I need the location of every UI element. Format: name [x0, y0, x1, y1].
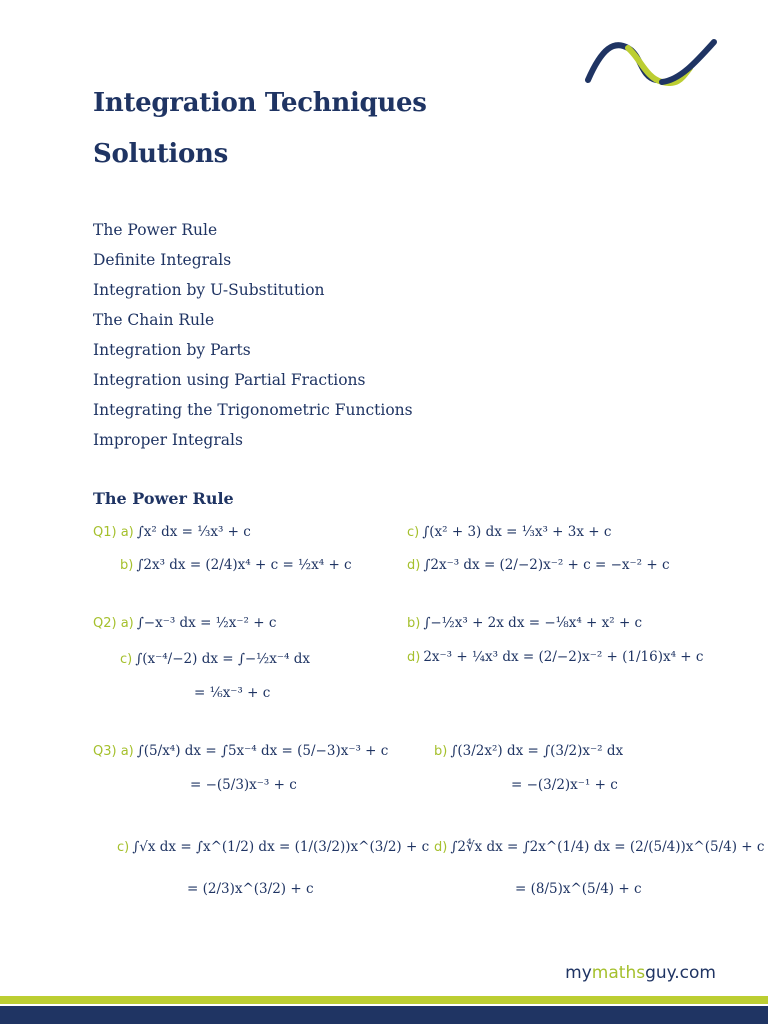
footer-accent-bar: [0, 996, 768, 1004]
question-label: Q1) a): [93, 525, 134, 540]
equation-text: ∫(x⁻⁴/−2) dx = ∫−½x⁻⁴ dx: [135, 651, 310, 667]
question-label: c): [407, 525, 420, 540]
solution-q2c: [120, 651, 310, 668]
solution-q1a: [93, 524, 251, 541]
solution-q3b: [434, 743, 623, 760]
equation-text: ∫(3/2x²) dx = ∫(3/2)x⁻² dx: [450, 743, 624, 759]
question-label: b): [407, 616, 421, 631]
section-heading: The Power Rule: [93, 489, 234, 508]
equation-text: ∫−½x³ + 2x dx = −⅛x⁴ + x² + c: [423, 615, 643, 631]
question-label: Q2) a): [93, 616, 134, 631]
question-label: d): [407, 558, 421, 573]
equation-text: ∫2x⁻³ dx = (2/−2)x⁻² + c = −x⁻² + c: [423, 557, 670, 573]
toc-item-trigonometric-functions[interactable]: Integrating the Trigonometric Functions: [93, 401, 413, 419]
solution-q1c: [407, 524, 611, 541]
solution-q2c-step: [194, 685, 270, 702]
equation-text: = −(3/2)x⁻¹ + c: [511, 777, 618, 793]
table-of-contents: [93, 218, 413, 458]
solution-q3c-step: [187, 881, 314, 898]
question-label: d): [434, 840, 448, 855]
question-label: c): [120, 652, 133, 667]
page-title: Integration Techniques: [93, 88, 427, 118]
solution-q2d: [407, 649, 703, 666]
equation-text: ∫x² dx = ⅓x³ + c: [136, 524, 251, 540]
equation-text: ∫2x³ dx = (2/4)x⁴ + c = ½x⁴ + c: [136, 557, 352, 573]
solution-q3d-step: [515, 881, 642, 898]
solution-q2b: [407, 615, 642, 632]
solution-q2a: [93, 615, 276, 632]
solution-q3c: [117, 839, 429, 856]
solution-q3a: [93, 743, 388, 760]
toc-item-chain-rule[interactable]: The Chain Rule: [93, 311, 215, 329]
question-label: c): [117, 840, 130, 855]
equation-text: = −(5/3)x⁻³ + c: [190, 777, 297, 793]
equation-text: ∫(5/x⁴) dx = ∫5x⁻⁴ dx = (5/−3)x⁻³ + c: [136, 743, 389, 759]
toc-item-power-rule[interactable]: The Power Rule: [93, 221, 218, 239]
equation-text: = ⅙x⁻³ + c: [194, 685, 271, 701]
question-label: d): [407, 650, 421, 665]
page-subtitle: Solutions: [93, 139, 228, 169]
site-text-my: my: [565, 963, 592, 983]
equation-text: ∫(x² + 3) dx = ⅓x³ + 3x + c: [422, 524, 612, 540]
solution-q1b: [120, 557, 352, 574]
equation-text: ∫√x dx = ∫x^(1/2) dx = (1/(3/2))x^(3/2) + c: [132, 839, 430, 855]
equation-text: = (2/3)x^(3/2) + c: [187, 881, 314, 897]
equation-text: = (8/5)x^(5/4) + c: [515, 881, 642, 897]
equation-text: 2x⁻³ + ¼x³ dx = (2/−2)x⁻² + (1/16)x⁴ + c: [423, 649, 704, 665]
solution-q3a-step: [190, 777, 297, 794]
question-label: b): [120, 558, 134, 573]
question-label: Q3) a): [93, 744, 134, 759]
question-label: b): [434, 744, 448, 759]
toc-item-definite-integrals[interactable]: Definite Integrals: [93, 251, 232, 269]
equation-text: ∫2∜x dx = ∫2x^(1/4) dx = (2/(5/4))x^(5/4) + c: [450, 839, 765, 855]
logo-wave-icon: [584, 38, 718, 86]
site-text-maths: maths: [591, 963, 646, 983]
equation-text: ∫−x⁻³ dx = ½x⁻² + c: [136, 615, 277, 631]
toc-item-partial-fractions[interactable]: Integration using Partial Fractions: [93, 371, 366, 389]
site-text-guy: guy.com: [645, 963, 716, 983]
toc-item-improper-integrals[interactable]: Improper Integrals: [93, 431, 243, 449]
solution-q3d: [434, 839, 764, 856]
solution-q1d: [407, 557, 670, 574]
footer-bar: [0, 1006, 768, 1024]
toc-item-u-substitution[interactable]: Integration by U-Substitution: [93, 281, 325, 299]
toc-item-integration-by-parts[interactable]: Integration by Parts: [93, 341, 251, 359]
footer-site-link[interactable]: [565, 963, 716, 983]
solution-q3b-step: [511, 777, 618, 794]
